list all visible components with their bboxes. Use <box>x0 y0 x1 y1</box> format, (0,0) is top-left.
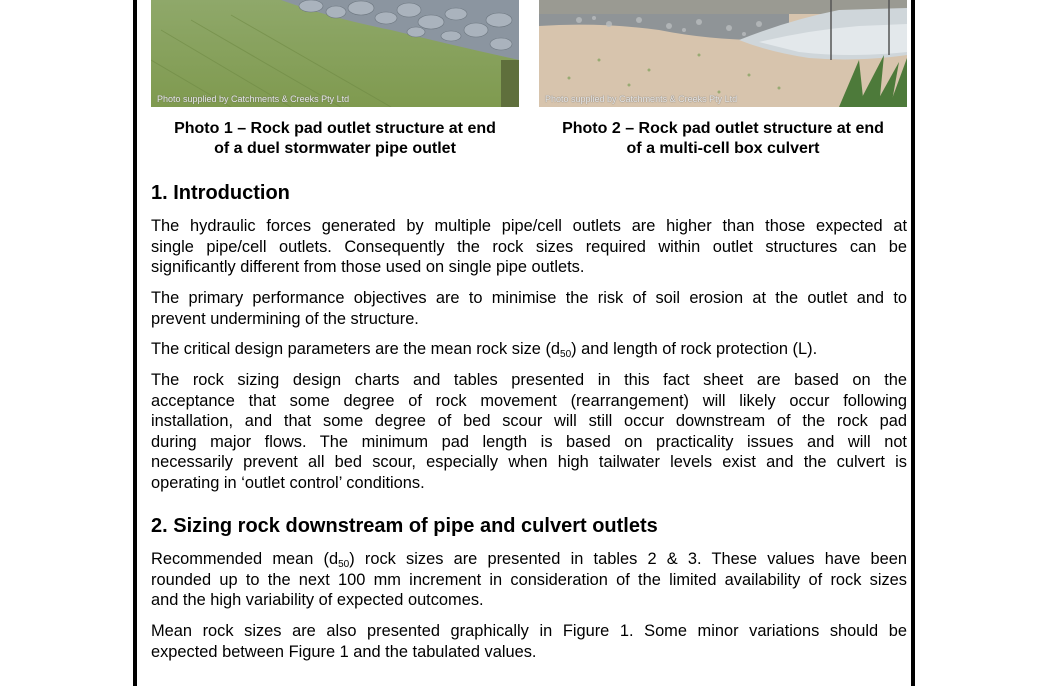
text-line: single pipe/cell outlets. Consequently the rock sizes required within outlet structures can be <box>151 237 907 256</box>
text-line <box>151 549 907 570</box>
text-line: rounded up to the next 100 mm increment in consideration of the limited availability of rock sizes <box>151 570 907 589</box>
photo-2-caption-line2: of a multi-cell box culvert <box>626 140 820 157</box>
text-run: ) rock sizes are presented in tables 2 & 3. These values have been <box>349 550 907 568</box>
text-run: Recommended mean (d <box>151 550 339 568</box>
intro-paragraph-1 <box>151 216 907 278</box>
section-2-heading: 2. Sizing rock downstream of pipe and culvert outlets <box>151 515 658 537</box>
text-run: ) and length of rock protection (L). <box>571 340 818 358</box>
text-line: installation, and that some degree of bed scour will still occur downstream of the rock pad <box>151 412 907 431</box>
text-run: The critical design parameters are the mean rock size (d <box>151 340 561 358</box>
photo-2-image <box>539 0 907 107</box>
intro-paragraph-4 <box>151 370 907 494</box>
text-line: acceptance that some degree of rock movement (rearrangement) will likely occur following <box>151 391 907 410</box>
text-line: The primary performance objectives are to minimise the risk of soil erosion at the outlet and to <box>151 289 907 307</box>
photo-2-caption <box>539 119 907 159</box>
text-line: Mean rock sizes are also presented graphically in Figure 1. Some minor variations should be <box>151 622 907 640</box>
photo-1-image <box>151 0 519 107</box>
text-line: and the high variability of expected outcomes. <box>151 591 484 610</box>
intro-paragraph-2 <box>151 288 907 329</box>
text-line: The rock sizing design charts and tables presented in this fact sheet are based on the <box>151 371 907 389</box>
subscript: 50 <box>338 559 350 570</box>
photo-1 <box>151 0 519 107</box>
text-line <box>151 339 907 360</box>
photo-2-caption-line1: Photo 2 – Rock pad outlet structure at end <box>562 120 884 137</box>
photo-1-credit: Photo supplied by Catchments & Creeks Pty Ltd <box>157 94 350 104</box>
photo-1-caption-line2: of a duel stormwater pipe outlet <box>214 140 456 157</box>
text-line: necessarily prevent all bed scour, especially when high tailwater levels exist and the culvert is <box>151 453 907 472</box>
text-line: operating in ‘outlet control’ conditions. <box>151 473 425 492</box>
photo-2-credit: Photo supplied by Catchments & Creeks Pty Ltd <box>545 94 738 104</box>
sizing-paragraph-2 <box>151 621 907 662</box>
text-line: The hydraulic forces generated by multiple pipe/cell outlets are higher than those expected at <box>151 217 907 235</box>
photo-1-caption-line1: Photo 1 – Rock pad outlet structure at end <box>174 120 496 137</box>
text-line: prevent undermining of the structure. <box>151 309 419 328</box>
section-1-heading: 1. Introduction <box>151 182 290 204</box>
photo-2 <box>539 0 907 107</box>
photo-1-caption <box>151 119 519 159</box>
subscript: 50 <box>560 349 572 360</box>
sizing-paragraph-1 <box>151 549 907 611</box>
intro-paragraph-3 <box>151 339 907 360</box>
text-line: expected between Figure 1 and the tabulated values. <box>151 642 537 661</box>
text-line: significantly different from those used on single pipe outlets. <box>151 258 585 277</box>
text-line: during major flows. The minimum pad length is based on practicality issues and will not <box>151 432 907 451</box>
